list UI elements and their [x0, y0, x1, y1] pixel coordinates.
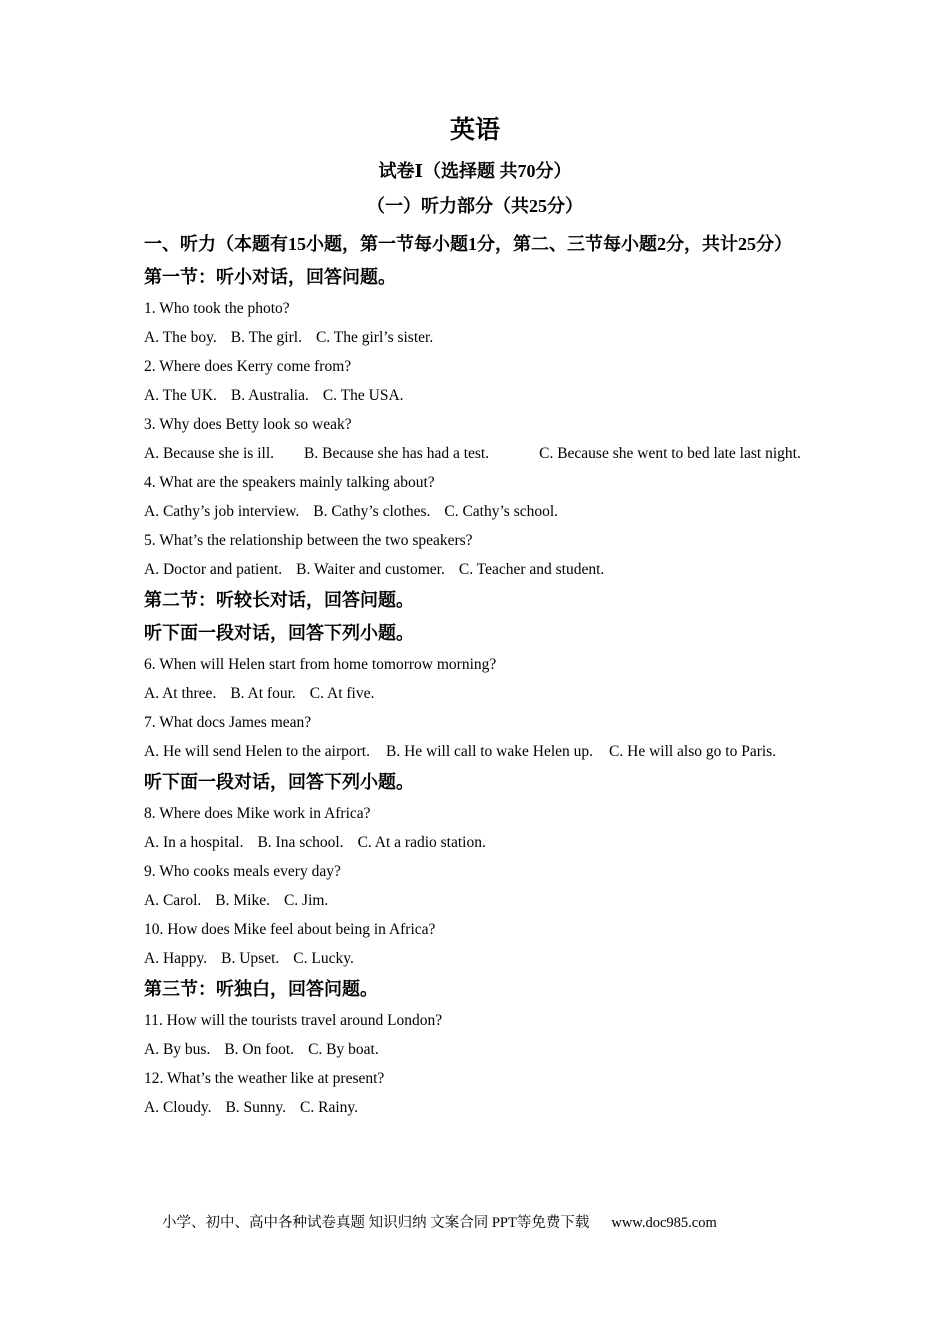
option-a: A. He will send Helen to the airport. [144, 743, 370, 760]
section3-heading: 第三节：听独白，回答问题。 [144, 979, 378, 999]
option-a: A. Because she is ill. [144, 445, 275, 462]
option-b: B. Cathy’s clothes. [313, 503, 431, 520]
options-6 [144, 679, 804, 708]
option-c: C. Because she went to bed late last night. [539, 445, 801, 462]
option-c: C. Rainy. [300, 1099, 359, 1116]
page-footer [162, 1211, 717, 1235]
page-title: 英语 [449, 117, 500, 144]
options-2 [144, 381, 804, 410]
question-5: 5. What’s the relationship between the two speakers? [144, 532, 473, 549]
option-a: A. By bus. [144, 1041, 211, 1058]
option-a: A. The UK. [144, 387, 217, 404]
option-c: C. The girl’s sister. [315, 329, 434, 346]
dialog1-heading: 听下面一段对话，回答下列小题。 [144, 623, 414, 643]
option-b: B. At four. [230, 685, 296, 702]
option-a: A. Doctor and patient. [144, 561, 283, 578]
options-11 [144, 1035, 804, 1064]
option-c: C. By boat. [308, 1041, 379, 1058]
options-5 [144, 555, 804, 584]
question-10: 10. How does Mike feel about being in Africa? [144, 921, 436, 938]
option-c: C. Cathy’s school. [444, 503, 559, 520]
question-7: 7. What docs James mean? [144, 714, 312, 731]
paper-subtitle: 试卷Ⅰ（选择题 共70分） [378, 161, 572, 181]
options-1 [144, 323, 804, 352]
exam-body [144, 227, 804, 1122]
option-c: C. He will also go to Paris. [609, 743, 777, 760]
option-b: B. Upset. [221, 950, 280, 967]
option-c: C. Jim. [283, 892, 329, 909]
options-7 [144, 737, 804, 766]
option-c: C. At five. [309, 685, 375, 702]
section1-heading: 第一节：听小对话，回答问题。 [144, 267, 396, 287]
option-b: B. Because she has had a test. [304, 445, 490, 462]
question-6: 6. When will Helen start from home tomorrow morning? [144, 656, 497, 673]
question-8: 8. Where does Mike work in Africa? [144, 805, 371, 822]
listening-instructions: 一、听力（本题有15小题，第一节每小题1分，第二、三节每小题2分，共计25分） [144, 234, 792, 254]
options-10 [144, 944, 804, 973]
option-b: B. Sunny. [225, 1099, 287, 1116]
option-c: C. At a radio station. [357, 834, 486, 851]
option-c: C. The USA. [322, 387, 404, 404]
option-b: B. Waiter and customer. [296, 561, 445, 578]
options-12 [144, 1093, 804, 1122]
option-c: C. Teacher and student. [458, 561, 605, 578]
question-9: 9. Who cooks meals every day? [144, 863, 341, 880]
option-b: B. Australia. [230, 387, 309, 404]
question-12: 12. What’s the weather like at present? [144, 1070, 385, 1087]
question-3: 3. Why does Betty look so weak? [144, 416, 352, 433]
question-2: 2. Where does Kerry come from? [144, 358, 352, 375]
question-11: 11. How will the tourists travel around London? [144, 1012, 443, 1029]
option-b: B. The girl. [230, 329, 302, 346]
option-a: A. Happy. [144, 950, 208, 967]
option-a: A. Carol. [144, 892, 202, 909]
options-3 [144, 439, 804, 468]
option-c: C. Lucky. [293, 950, 354, 967]
options-8 [144, 828, 804, 857]
options-9 [144, 886, 804, 915]
footer-url[interactable]: www.doc985.com [611, 1215, 717, 1231]
section2-heading: 第二节：听较长对话，回答问题。 [144, 590, 414, 610]
options-4 [144, 497, 804, 526]
footer-text: 小学、初中、高中各种试卷真题 知识归纳 文案合同 PPT等免费下载 [162, 1215, 590, 1231]
option-a: A. At three. [144, 685, 217, 702]
option-b: B. Mike. [215, 892, 270, 909]
option-a: A. The boy. [144, 329, 217, 346]
dialog2-heading: 听下面一段对话，回答下列小题。 [144, 772, 414, 792]
option-b: B. Ina school. [257, 834, 344, 851]
option-b: B. On foot. [224, 1041, 295, 1058]
part-subtitle: （一）听力部分（共25分） [367, 196, 583, 216]
option-a: A. Cathy’s job interview. [144, 503, 300, 520]
question-4: 4. What are the speakers mainly talking about? [144, 474, 435, 491]
option-b: B. He will call to wake Helen up. [385, 743, 594, 760]
option-a: A. In a hospital. [144, 834, 244, 851]
question-1: 1. Who took the photo? [144, 300, 290, 317]
option-a: A. Cloudy. [144, 1099, 212, 1116]
